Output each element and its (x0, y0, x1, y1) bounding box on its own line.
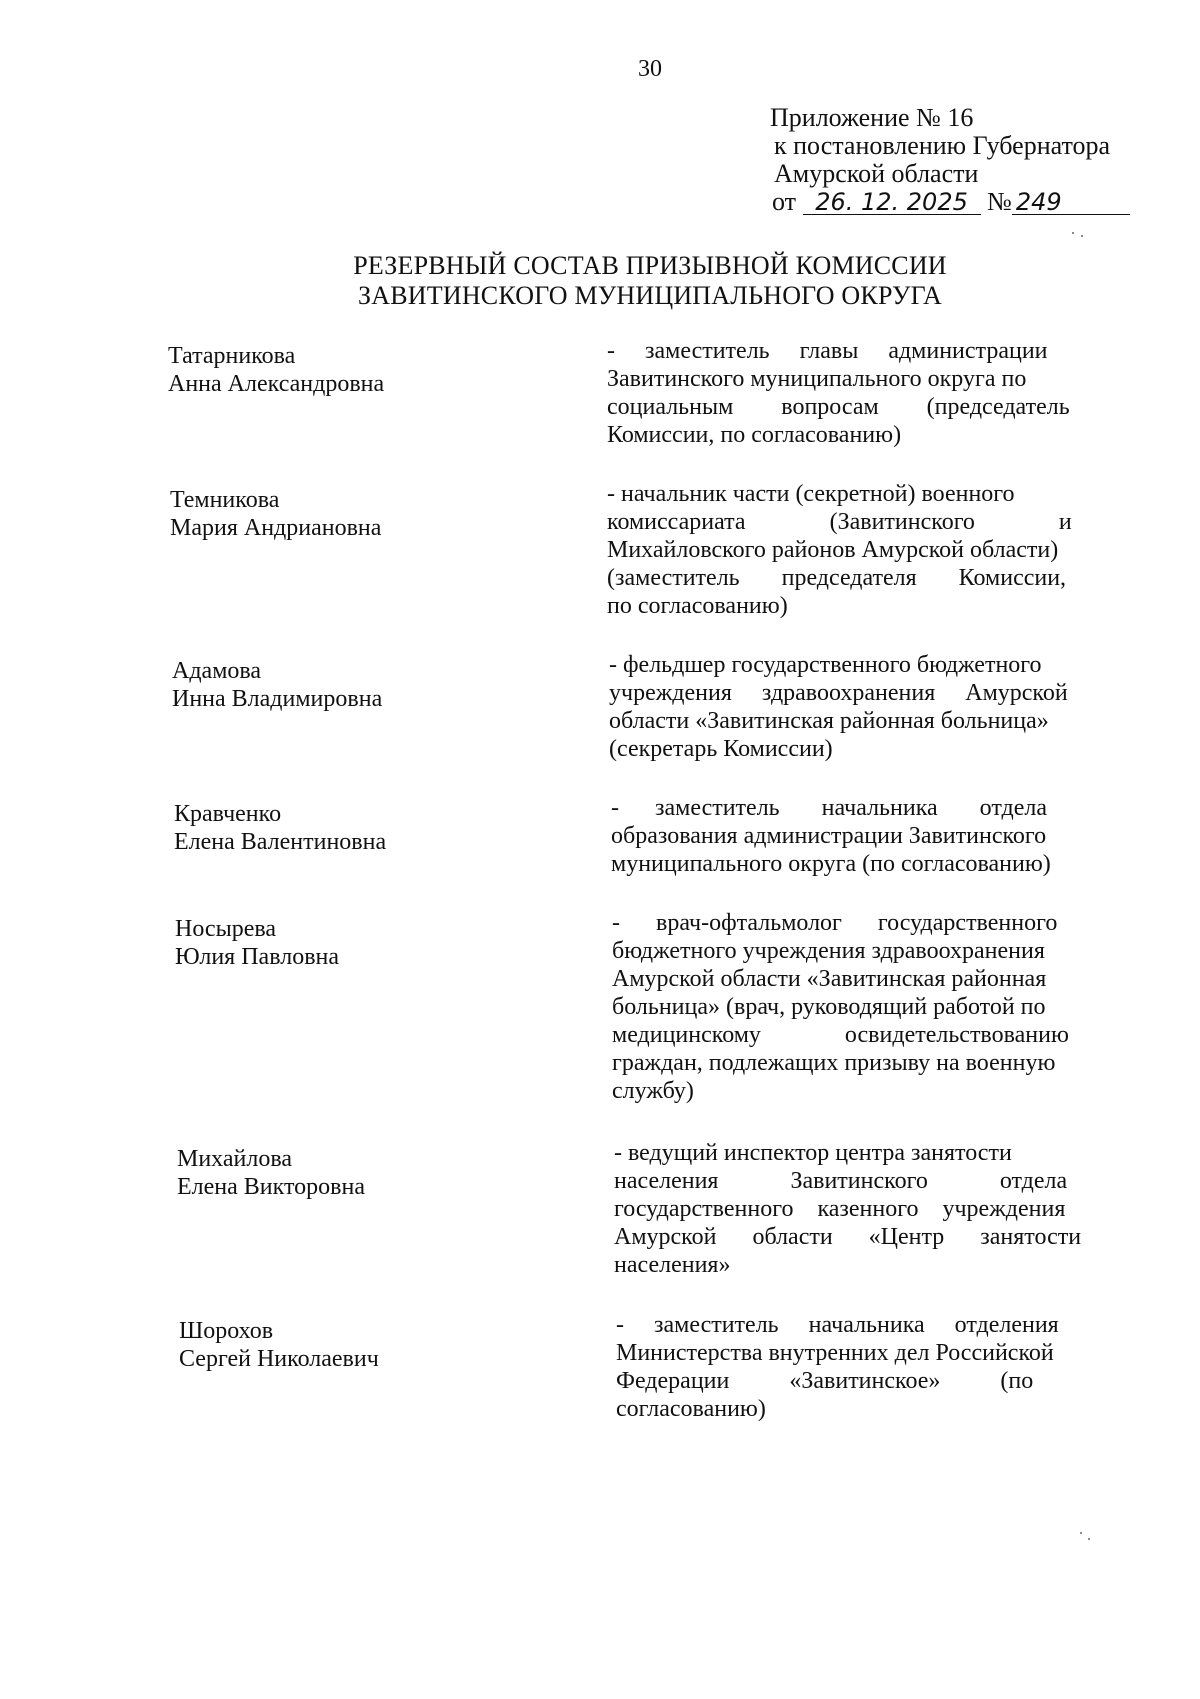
appendix-reference: к постановлению Губернатора (774, 131, 1111, 160)
member-given-name: Елена Валентиновна (174, 829, 387, 855)
role-line: комиссариата (Завитинского и (607, 509, 1072, 535)
member-surname: Носырева (175, 916, 277, 942)
role-line: медицинскому освидетельствованию (612, 1022, 1069, 1048)
member-name (175, 915, 339, 971)
member-name (172, 657, 382, 713)
handwritten-date: 26. 12. 2025 (803, 190, 981, 215)
member-role (607, 337, 1132, 449)
date-prefix: от (772, 187, 797, 216)
member-surname: Михайлова (177, 1146, 293, 1172)
role-line: (заместитель председателя Комиссии, (607, 565, 1067, 591)
scan-speck (1080, 1532, 1082, 1534)
page-number: 30 (638, 56, 662, 82)
member-role (611, 794, 1136, 878)
appendix-region: Амурской области (774, 159, 979, 188)
member-given-name: Мария Андриановна (170, 515, 382, 541)
member-given-name: Инна Владимировна (172, 686, 383, 712)
role-line: муниципального округа (по согласованию) (611, 851, 1051, 877)
member-name (168, 342, 384, 398)
role-line: учреждения здравоохранения Амурской (609, 680, 1068, 706)
role-line: бюджетного учреждения здравоохранения (612, 938, 1045, 964)
role-line: - заместитель главы администрации (607, 338, 1048, 364)
role-line: области «Завитинская районная больница» (609, 708, 1049, 734)
member-given-name: Сергей Николаевич (179, 1346, 379, 1372)
role-line: Амурской области «Завитинская районная (612, 966, 1047, 992)
scan-speck (1072, 232, 1074, 234)
member-name (179, 1317, 379, 1373)
scan-speck (1088, 1538, 1090, 1540)
role-line: Федерации «Завитинское» (по (616, 1368, 1034, 1394)
role-line: Завитинского муниципального округа по (607, 366, 1027, 392)
member-given-name: Анна Александровна (168, 371, 385, 397)
member-name (170, 486, 381, 542)
role-line: Министерства внутренних дел Российской (616, 1340, 1054, 1366)
role-line: согласованию) (616, 1396, 766, 1422)
role-line: службу) (612, 1078, 694, 1104)
role-line: населения» (614, 1252, 731, 1278)
member-role (614, 1139, 1139, 1279)
document-title (300, 251, 1000, 311)
member-role (607, 480, 1132, 620)
member-surname: Кравченко (174, 801, 282, 827)
role-line: Комиссии, по согласованию) (607, 422, 902, 448)
role-line: граждан, подлежащих призыву на военную (612, 1050, 1056, 1076)
appendix-block (770, 104, 1130, 216)
title-line-1: РЕЗЕРВНЫЙ СОСТАВ ПРИЗЫВНОЙ КОМИССИИ (353, 251, 947, 280)
member-role (616, 1311, 1141, 1423)
role-line: Михайловского районов Амурской области) (607, 537, 1059, 563)
member-given-name: Елена Викторовна (177, 1174, 365, 1200)
title-line-2: ЗАВИТИНСКОГО МУНИЦИПАЛЬНОГО ОКРУГА (358, 281, 942, 310)
role-line: - фельдшер государственного бюджетного (609, 652, 1042, 678)
member-surname: Татарникова (168, 343, 296, 369)
role-line: Амурской области «Центр занятости (614, 1224, 1082, 1250)
member-role (609, 651, 1134, 763)
member-given-name: Юлия Павловна (175, 944, 340, 970)
role-line: по согласованию) (607, 593, 788, 619)
member-role (612, 909, 1137, 1105)
role-line: (секретарь Комиссии) (609, 736, 833, 762)
member-surname: Шорохов (179, 1318, 274, 1344)
scan-speck (1081, 235, 1083, 237)
handwritten-number: 249 (1012, 190, 1130, 215)
role-line: населения Завитинского отдела (614, 1168, 1068, 1194)
role-line: - заместитель начальника отделения (616, 1312, 1059, 1338)
appendix-date-line (770, 188, 1130, 216)
number-prefix: № (987, 187, 1012, 216)
role-line: - начальник части (секретной) военного (607, 481, 1015, 507)
member-surname: Адамова (172, 658, 262, 684)
appendix-title: Приложение № 16 (770, 103, 974, 132)
role-line: - заместитель начальника отдела (611, 795, 1047, 821)
role-line: больница» (врач, руководящий работой по (612, 994, 1046, 1020)
role-line: социальным вопросам (председатель (607, 394, 1070, 420)
member-surname: Темникова (170, 487, 280, 513)
role-line: государственного казенного учреждения (614, 1196, 1066, 1222)
member-name (174, 800, 386, 856)
role-line: образования администрации Завитинского (611, 823, 1047, 849)
role-line: - ведущий инспектор центра занятости (614, 1140, 1012, 1166)
member-name (177, 1145, 365, 1201)
role-line: - врач-офтальмолог государственного (612, 910, 1058, 936)
